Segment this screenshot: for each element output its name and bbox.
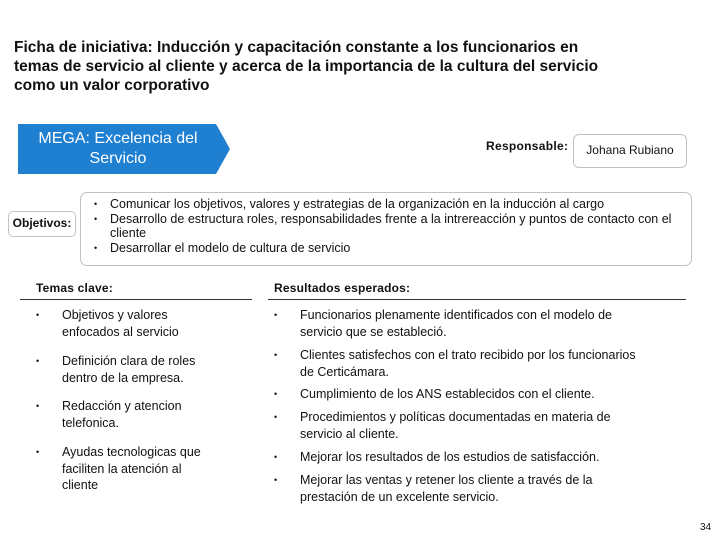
resultados-heading: Resultados esperados: bbox=[274, 281, 411, 295]
list-item: • Desarrollar el modelo de cultura de servicio bbox=[94, 240, 351, 255]
objetivos-label: Objetivos: bbox=[8, 211, 76, 237]
temas-heading: Temas clave: bbox=[36, 281, 113, 295]
temas-divider bbox=[20, 299, 252, 300]
bullet-icon: • bbox=[94, 213, 98, 224]
bullet-icon: • bbox=[274, 475, 278, 485]
responsable-value: Johana Rubiano bbox=[573, 134, 687, 168]
bullet-icon: • bbox=[94, 242, 98, 253]
responsable-label: Responsable: bbox=[486, 139, 569, 153]
bullet-icon: • bbox=[274, 452, 278, 462]
mega-banner bbox=[18, 124, 230, 174]
resultados-divider bbox=[268, 299, 686, 300]
bullet-icon: • bbox=[274, 389, 278, 399]
page-title: Ficha de iniciativa: Inducción y capacitación constante a los funcionarios en temas de servicio al cliente y acerca de la importancia de la cultura del servicio como un valor corporativo bbox=[14, 39, 599, 94]
bullet-icon: • bbox=[36, 310, 40, 320]
objetivos-list bbox=[86, 197, 686, 255]
bullet-icon: • bbox=[274, 310, 278, 320]
mega-label: MEGA: Excelencia del Servicio bbox=[38, 130, 198, 167]
bullet-icon: • bbox=[36, 447, 40, 457]
page-number: 34 bbox=[700, 522, 712, 533]
bullet-icon: • bbox=[274, 350, 278, 360]
bullet-icon: • bbox=[274, 412, 278, 422]
bullet-icon: • bbox=[36, 356, 40, 366]
list-item: • Desarrollo de estructura roles, responsabilidades frente a la intrereacción y puntos de contacto con el cliente bbox=[94, 211, 672, 241]
bullet-icon: • bbox=[94, 199, 98, 209]
list-item: • Comunicar los objetivos, valores y estrategias de la organización en la inducción al cargo bbox=[94, 197, 605, 211]
bullet-icon: • bbox=[36, 401, 40, 411]
